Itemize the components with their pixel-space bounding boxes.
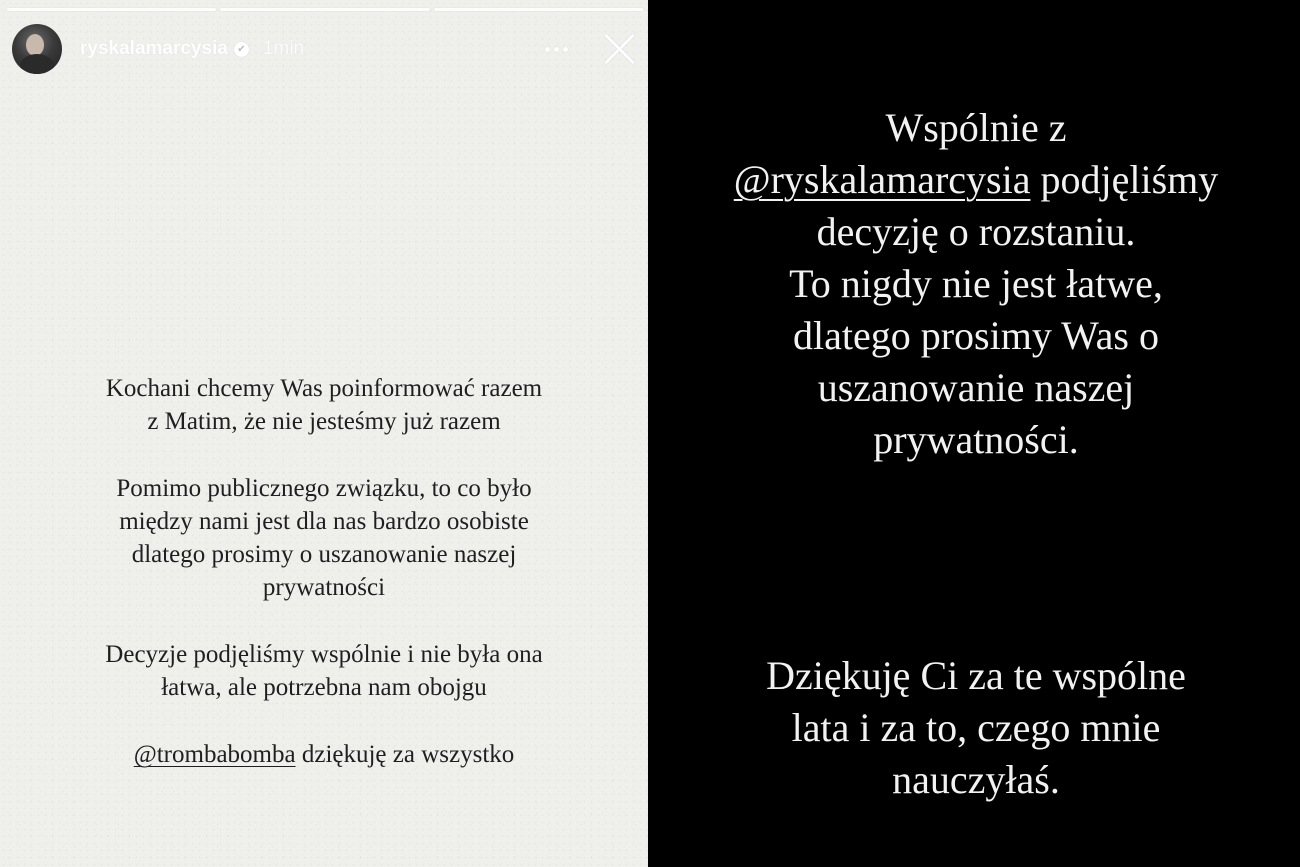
more-options-icon[interactable] bbox=[545, 47, 568, 52]
text-line: między nami jest dla nas bardzo osobiste bbox=[119, 508, 529, 535]
right-story[interactable] bbox=[652, 0, 1300, 867]
avatar[interactable] bbox=[12, 24, 62, 74]
mention-link-trombabomba[interactable]: @trombabomba bbox=[133, 741, 296, 768]
story-timestamp: 1min bbox=[262, 38, 305, 59]
text-line: dlatego prosimy Was o bbox=[793, 313, 1159, 358]
text-line: dziękuję za wszystko bbox=[295, 741, 515, 768]
text-line: Pomimo publicznego związku, to co było bbox=[116, 475, 532, 502]
text-line bbox=[652, 154, 1300, 206]
text-line: Kochani chcemy Was poinformować razem bbox=[105, 375, 543, 402]
left-story-text bbox=[0, 372, 648, 771]
left-story[interactable] bbox=[0, 0, 648, 867]
text-line: lata i za to, czego mnie bbox=[791, 705, 1161, 750]
progress-segment-3 bbox=[434, 8, 643, 11]
username[interactable]: ryskalamarcysia bbox=[80, 38, 228, 59]
story-progress-bar bbox=[7, 8, 643, 11]
text-line: łatwa, ale potrzebna nam obojgu bbox=[161, 674, 487, 701]
text-line: prywatności bbox=[262, 574, 386, 601]
progress-segment-2 bbox=[220, 8, 429, 11]
paragraph-1 bbox=[0, 372, 648, 438]
text-line: Decyzje podjęliśmy wspólnie i nie była ona bbox=[105, 641, 543, 668]
text-line: nauczyłaś. bbox=[892, 757, 1060, 802]
verified-badge-icon: ✔ bbox=[234, 42, 249, 57]
text-line: Wspólnie z bbox=[885, 105, 1067, 150]
right-story-text-block-1 bbox=[652, 102, 1300, 466]
mention-link-ryskalamarcysia[interactable]: @ryskalamarcysia bbox=[733, 157, 1031, 202]
text-line: uszanowanie naszej bbox=[817, 365, 1135, 410]
text-line: decyzję o rozstaniu. bbox=[816, 209, 1136, 254]
paragraph-4 bbox=[0, 738, 648, 771]
text-line: To nigdy nie jest łatwe, bbox=[789, 261, 1163, 306]
paragraph-2 bbox=[0, 472, 648, 604]
close-icon[interactable] bbox=[602, 32, 636, 66]
progress-segment-1 bbox=[7, 8, 216, 11]
right-story-text-block-2 bbox=[652, 650, 1300, 806]
text-fragment: podjęliśmy bbox=[1030, 157, 1219, 202]
text-line: Dziękuję Ci za te wspólne bbox=[766, 653, 1186, 698]
paragraph-3 bbox=[0, 638, 648, 704]
story-header bbox=[12, 22, 636, 76]
text-line: dlatego prosimy o uszanowanie naszej bbox=[131, 541, 517, 568]
text-line: z Matim, że nie jesteśmy już razem bbox=[147, 408, 501, 435]
text-line: prywatności. bbox=[873, 417, 1079, 462]
